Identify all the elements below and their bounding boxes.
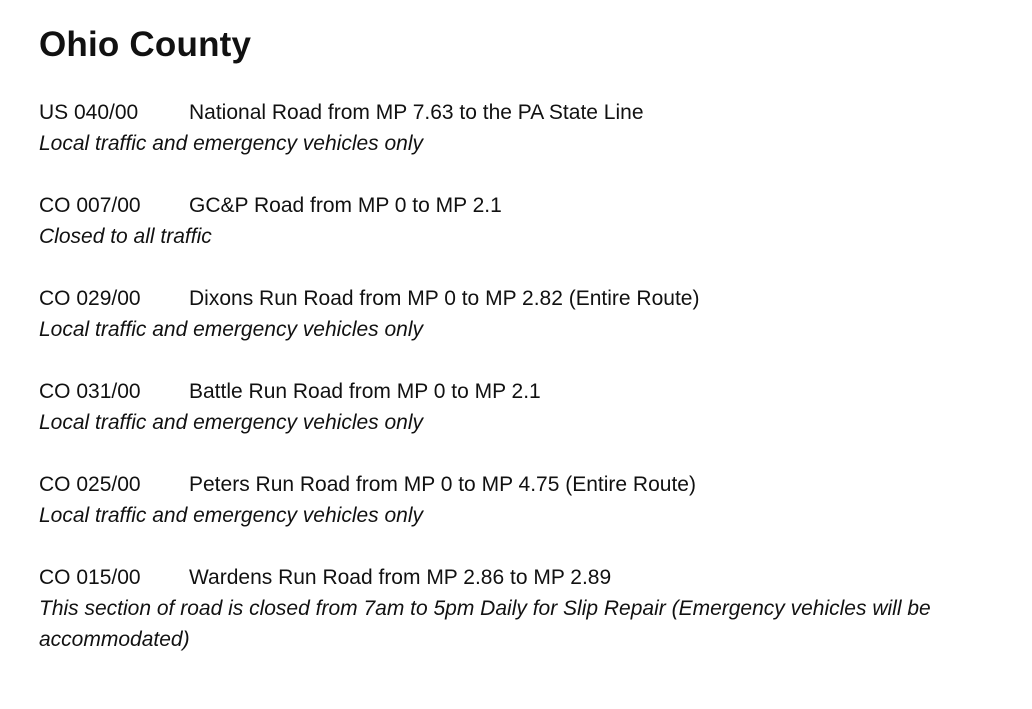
page-title: Ohio County	[39, 25, 252, 64]
route-description: Dixons Run Road from MP 0 to MP 2.82 (Entire Route)	[189, 287, 700, 310]
entry-header	[39, 469, 999, 500]
entry-header	[39, 97, 999, 128]
restriction-note: Local traffic and emergency vehicles only	[39, 318, 424, 341]
road-closure-entry	[39, 469, 999, 531]
entry-header	[39, 190, 999, 221]
entry-header	[39, 283, 999, 314]
restriction-note: Closed to all traffic	[39, 225, 212, 248]
road-closure-entry	[39, 190, 999, 252]
restriction-note: Local traffic and emergency vehicles only	[39, 504, 424, 527]
route-description: National Road from MP 7.63 to the PA State Line	[189, 101, 644, 124]
entry-header	[39, 562, 999, 593]
route-code: CO 031/00	[39, 380, 141, 403]
route-description: Battle Run Road from MP 0 to MP 2.1	[189, 380, 541, 403]
road-closure-entry	[39, 283, 999, 345]
restriction-note: This section of road is closed from 7am to 5pm Daily for Slip Repair (Emergency vehicles will be accommodated)	[39, 597, 931, 651]
restriction-note: Local traffic and emergency vehicles only	[39, 132, 424, 155]
route-code: CO 007/00	[39, 194, 141, 217]
route-description: Wardens Run Road from MP 2.86 to MP 2.89	[189, 566, 612, 589]
entry-header	[39, 376, 999, 407]
restriction-note: Local traffic and emergency vehicles only	[39, 411, 424, 434]
road-closure-entry	[39, 562, 999, 655]
document-page	[39, 22, 999, 686]
route-description: GC&P Road from MP 0 to MP 2.1	[189, 194, 502, 217]
route-code: US 040/00	[39, 101, 139, 124]
route-code: CO 025/00	[39, 473, 141, 496]
route-code: CO 015/00	[39, 566, 141, 589]
road-closure-entry	[39, 97, 999, 159]
route-description: Peters Run Road from MP 0 to MP 4.75 (Entire Route)	[189, 473, 696, 496]
route-code: CO 029/00	[39, 287, 141, 310]
road-closure-entry	[39, 376, 999, 438]
